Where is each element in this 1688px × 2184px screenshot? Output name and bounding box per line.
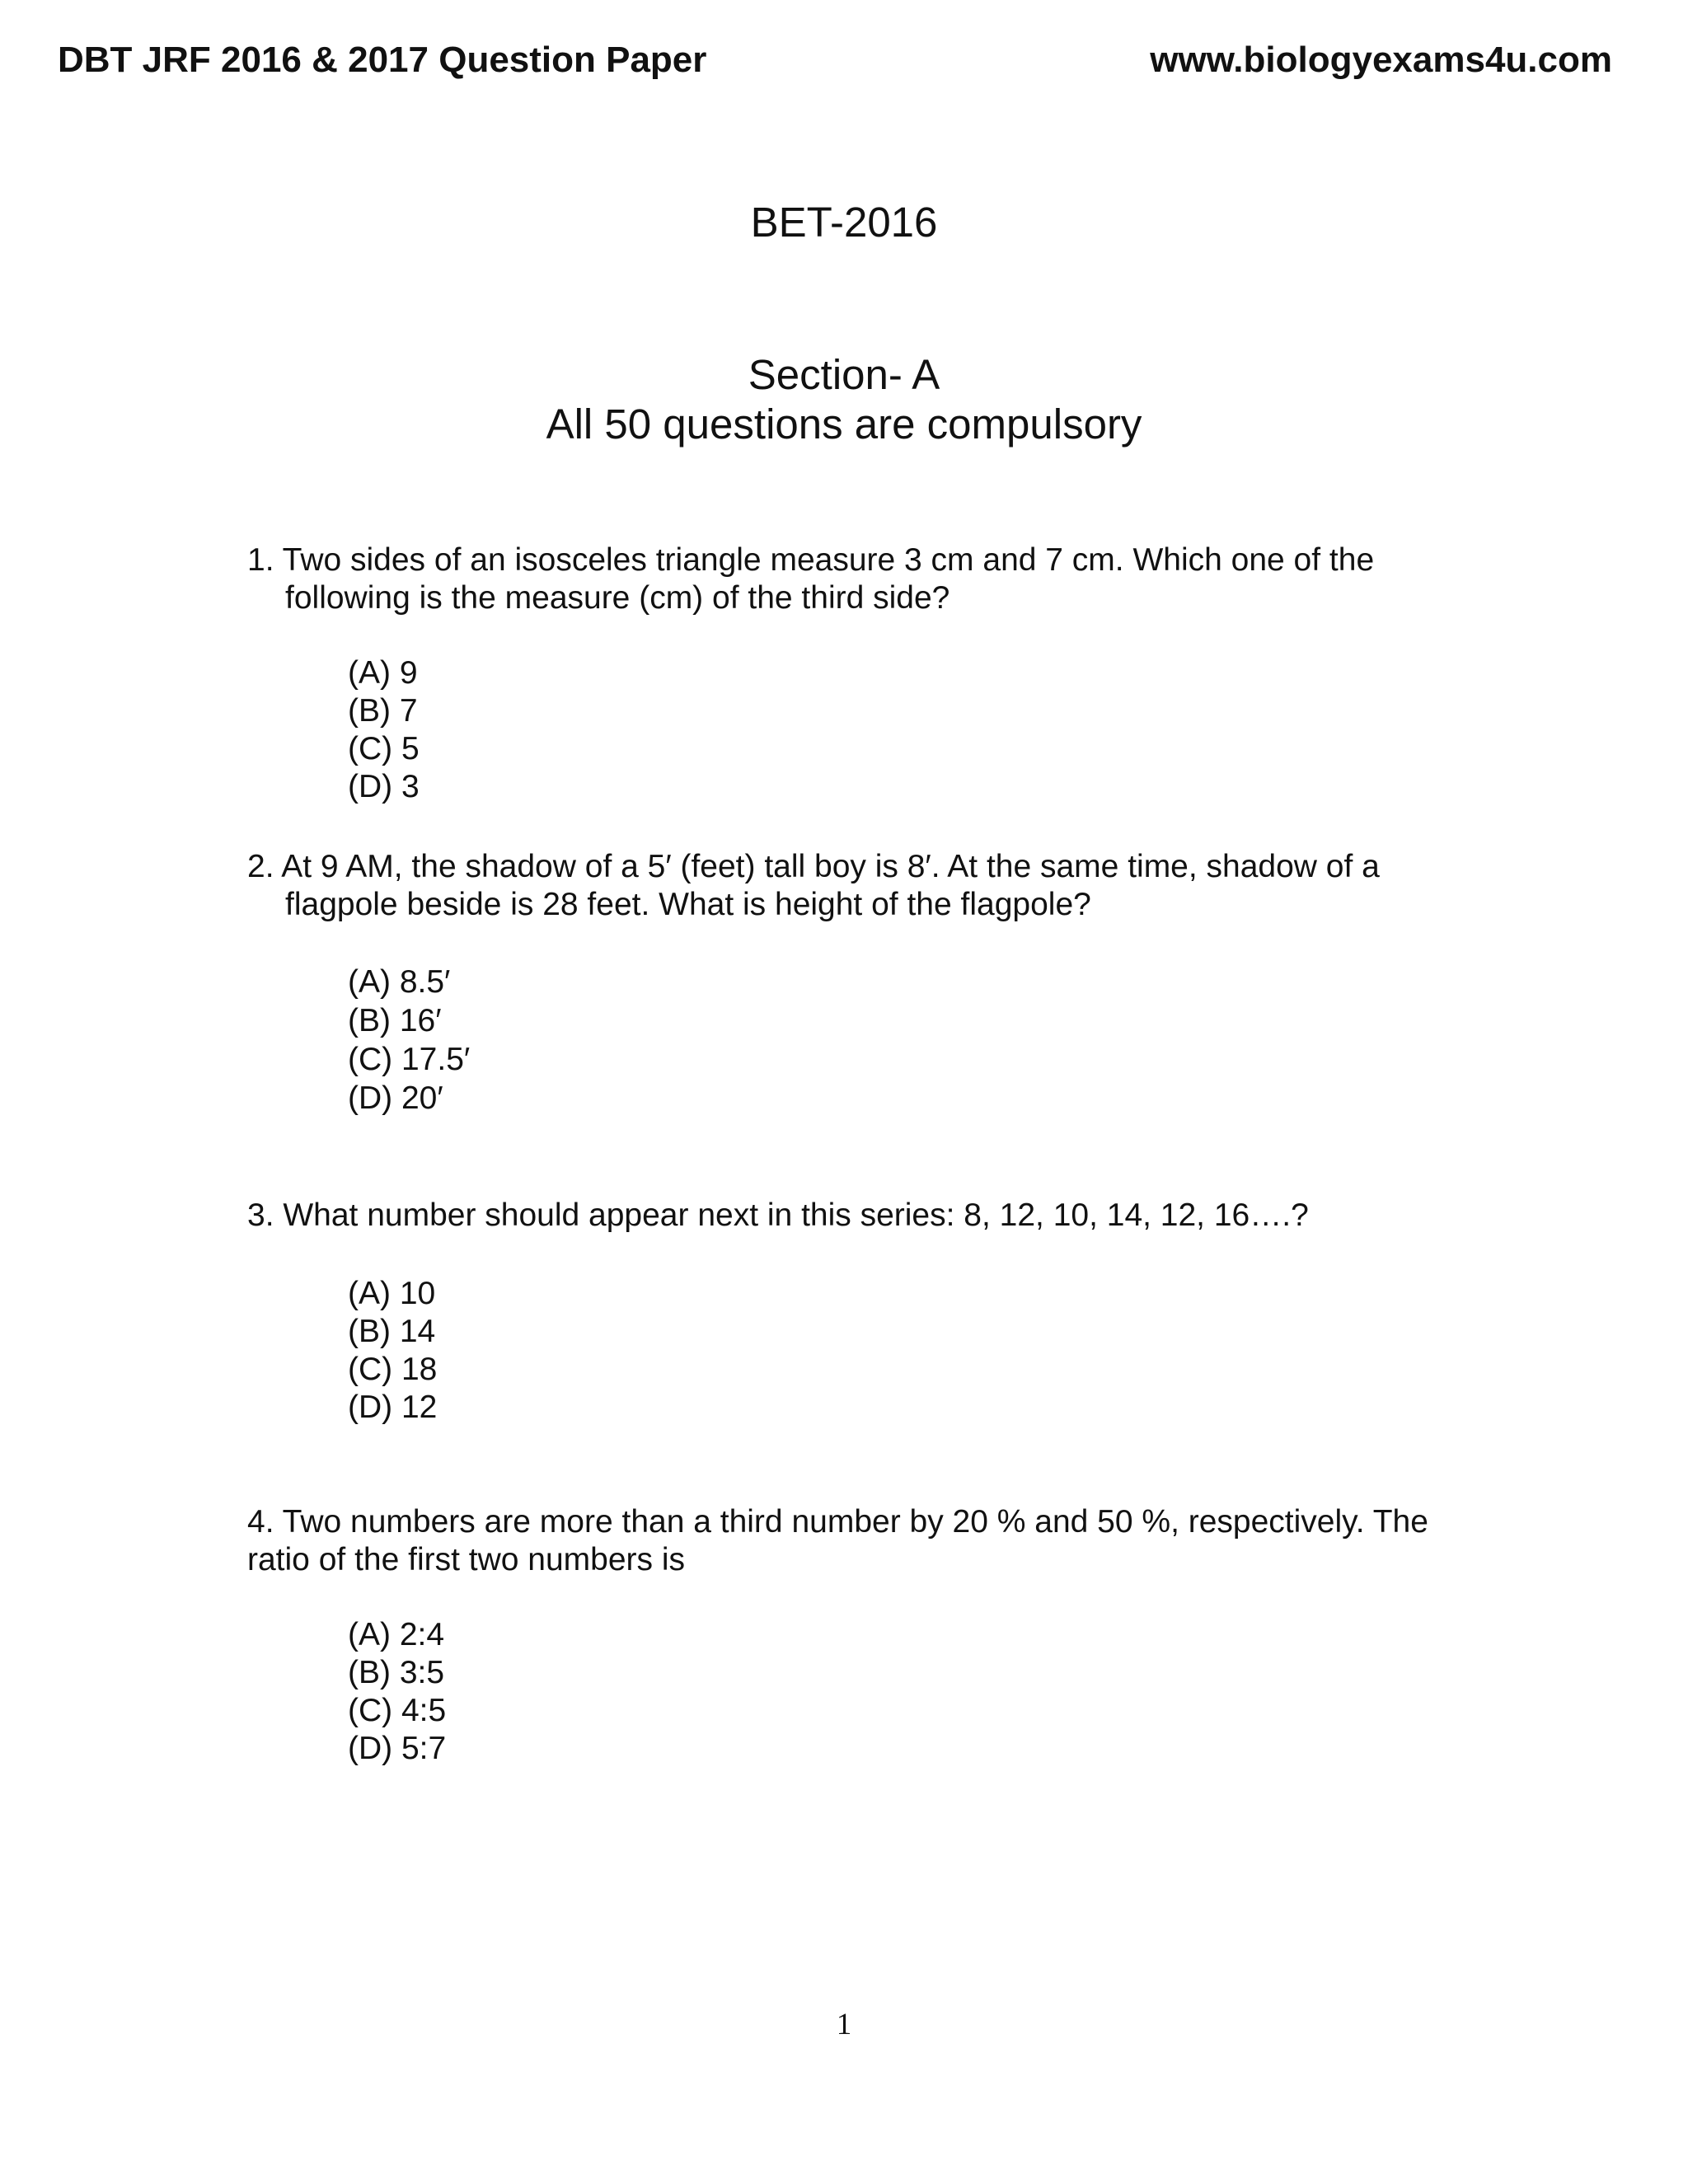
question-text: 2. At 9 AM, the shadow of a 5′ (feet) tall boy is 8′. At the same time, shadow of a: [247, 849, 1380, 884]
option-d: (D) 20′: [348, 1080, 443, 1116]
option-a: (A) 10: [348, 1276, 436, 1311]
option-b: (B) 16′: [348, 1003, 442, 1038]
option-c: (C) 18: [348, 1352, 438, 1387]
page-number: 1: [836, 2008, 852, 2041]
document-header-title: DBT JRF 2016 & 2017 Question Paper: [58, 40, 707, 80]
question-text: 4. Two numbers are more than a third number by 20 % and 50 %, respectively. The: [247, 1504, 1428, 1540]
option-b: (B) 3:5: [348, 1655, 445, 1690]
website-url: www.biologyexams4u.com: [1150, 40, 1612, 80]
exam-title: BET-2016: [750, 199, 938, 246]
question-text-continued: following is the measure (cm) of the third side?: [285, 580, 950, 616]
option-a: (A) 2:4: [348, 1617, 445, 1652]
question-text-continued: ratio of the first two numbers is: [247, 1542, 686, 1577]
option-c: (C) 5: [348, 731, 420, 766]
option-d: (D) 12: [348, 1390, 438, 1425]
section-title: Section- A: [748, 351, 940, 398]
question-text-continued: flagpole beside is 28 feet. What is height of the flagpole?: [285, 887, 1091, 922]
option-b: (B) 7: [348, 693, 418, 729]
question-text: 1. Two sides of an isosceles triangle measure 3 cm and 7 cm. Which one of the: [247, 542, 1375, 578]
option-a: (A) 9: [348, 655, 418, 691]
question-text: 3. What number should appear next in this series: 8, 12, 10, 14, 12, 16….?: [247, 1197, 1309, 1233]
option-c: (C) 17.5′: [348, 1042, 471, 1077]
option-d: (D) 5:7: [348, 1731, 447, 1766]
option-d: (D) 3: [348, 769, 420, 804]
option-b: (B) 14: [348, 1314, 436, 1349]
section-instructions: All 50 questions are compulsory: [546, 401, 1142, 448]
option-c: (C) 4:5: [348, 1693, 447, 1728]
option-a: (A) 8.5′: [348, 964, 451, 1000]
